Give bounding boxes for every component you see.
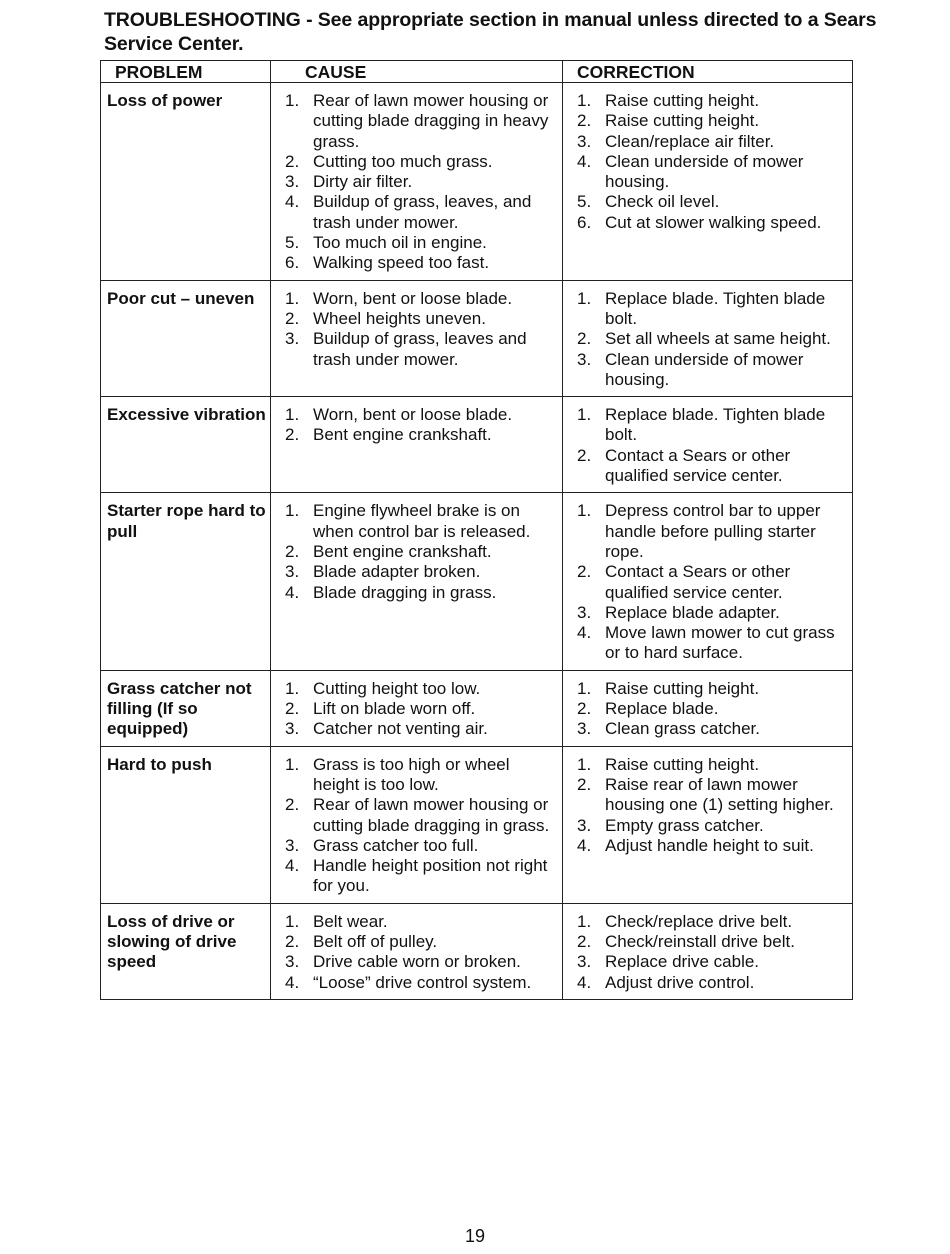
item-text: Check oil level. bbox=[605, 192, 720, 212]
page-number: 19 bbox=[464, 1226, 486, 1246]
correction-item bbox=[569, 289, 848, 330]
cause-item bbox=[277, 562, 558, 582]
item-number: 3. bbox=[577, 349, 592, 369]
cause-cell bbox=[271, 83, 563, 281]
cause-cell bbox=[271, 397, 563, 493]
correction-cell bbox=[563, 83, 853, 281]
item-text: Blade dragging in grass. bbox=[313, 582, 497, 602]
item-number: 1. bbox=[577, 288, 592, 308]
item-text: Set all wheels at same height. bbox=[605, 329, 831, 349]
cause-item bbox=[277, 973, 558, 993]
item-number: 1. bbox=[577, 405, 592, 425]
item-number: 6. bbox=[285, 253, 300, 273]
item-number: 1. bbox=[577, 754, 592, 774]
table-row bbox=[101, 746, 853, 903]
item-text: Handle height position not right for you. bbox=[313, 856, 548, 896]
correction-item bbox=[569, 152, 848, 193]
item-number: 3. bbox=[577, 719, 592, 739]
correction-item bbox=[569, 623, 848, 664]
item-text: Adjust drive control. bbox=[605, 972, 755, 992]
item-number: 4. bbox=[285, 192, 300, 212]
cause-item bbox=[277, 233, 558, 253]
item-text: Too much oil in engine. bbox=[313, 233, 487, 253]
cause-item bbox=[277, 309, 558, 329]
item-number: 2. bbox=[285, 425, 300, 445]
cause-item bbox=[277, 172, 558, 192]
header-cause: CAUSE bbox=[271, 61, 563, 83]
correction-item bbox=[569, 973, 848, 993]
item-text: Belt wear. bbox=[313, 911, 388, 931]
correction-cell bbox=[563, 670, 853, 746]
cause-item bbox=[277, 795, 558, 836]
item-number: 1. bbox=[285, 678, 300, 698]
item-number: 3. bbox=[285, 719, 300, 739]
correction-item bbox=[569, 350, 848, 391]
item-number: 2. bbox=[285, 541, 300, 561]
cause-item bbox=[277, 699, 558, 719]
correction-item bbox=[569, 952, 848, 972]
item-number: 2. bbox=[285, 308, 300, 328]
cause-item bbox=[277, 405, 558, 425]
item-number: 1. bbox=[285, 501, 300, 521]
cause-item bbox=[277, 952, 558, 972]
item-number: 1. bbox=[285, 91, 300, 110]
item-number: 6. bbox=[577, 212, 592, 232]
page-title: TROUBLESHOOTING - See appropriate section in manual unless directed to a Sears Service Center. bbox=[104, 9, 877, 55]
correction-item bbox=[569, 775, 848, 816]
item-number: 4. bbox=[285, 856, 300, 876]
table-row bbox=[101, 493, 853, 670]
item-number: 5. bbox=[577, 192, 592, 212]
item-text: Replace drive cable. bbox=[605, 952, 760, 972]
item-text: Engine flywheel brake is on when control bar is released. bbox=[313, 501, 531, 541]
table-row bbox=[101, 280, 853, 396]
cause-item bbox=[277, 192, 558, 233]
problem-cell: Excessive vibration bbox=[101, 397, 271, 493]
correction-item bbox=[569, 405, 848, 446]
item-text: Walking speed too fast. bbox=[313, 253, 490, 273]
item-text: Cutting height too low. bbox=[313, 678, 481, 698]
cause-item bbox=[277, 856, 558, 897]
item-text: Adjust handle height to suit. bbox=[605, 835, 814, 855]
item-text: Move lawn mower to cut grass or to hard surface. bbox=[605, 623, 835, 663]
cause-item bbox=[277, 152, 558, 172]
correction-item bbox=[569, 719, 848, 739]
correction-item bbox=[569, 111, 848, 131]
item-text: “Loose” drive control system. bbox=[313, 972, 532, 992]
item-text: Belt off of pulley. bbox=[313, 931, 438, 951]
item-text: Worn, bent or loose blade. bbox=[313, 288, 513, 308]
correction-item bbox=[569, 699, 848, 719]
cause-item bbox=[277, 679, 558, 699]
item-text: Raise cutting height. bbox=[605, 678, 760, 698]
item-number: 4. bbox=[285, 582, 300, 602]
item-text: Bent engine crankshaft. bbox=[313, 541, 492, 561]
header-correction: CORRECTION bbox=[563, 61, 853, 83]
item-text: Replace blade. bbox=[605, 699, 719, 719]
item-text: Contact a Sears or other qualified service center. bbox=[605, 562, 791, 602]
item-number: 2. bbox=[285, 151, 300, 171]
item-number: 1. bbox=[285, 405, 300, 425]
item-number: 2. bbox=[285, 699, 300, 719]
correction-item bbox=[569, 816, 848, 836]
item-text: Clean underside of mower housing. bbox=[605, 151, 804, 192]
correction-item bbox=[569, 932, 848, 952]
cause-item bbox=[277, 329, 558, 370]
cause-cell bbox=[271, 280, 563, 396]
item-text: Rear of lawn mower housing or cutting blade dragging in grass. bbox=[313, 795, 550, 835]
item-number: 2. bbox=[577, 111, 592, 131]
correction-item bbox=[569, 446, 848, 487]
item-text: Clean/replace air filter. bbox=[605, 131, 775, 151]
troubleshooting-table bbox=[100, 60, 853, 1000]
item-number: 2. bbox=[577, 774, 592, 794]
problem-cell: Loss of drive or slowing of drive speed bbox=[101, 903, 271, 999]
item-text: Worn, bent or loose blade. bbox=[313, 405, 513, 425]
correction-item bbox=[569, 132, 848, 152]
cause-cell bbox=[271, 670, 563, 746]
cause-cell bbox=[271, 903, 563, 999]
item-text: Empty grass catcher. bbox=[605, 815, 764, 835]
correction-item bbox=[569, 91, 848, 111]
item-text: Catcher not venting air. bbox=[313, 719, 488, 739]
correction-cell bbox=[563, 397, 853, 493]
item-number: 2. bbox=[577, 445, 592, 465]
correction-cell bbox=[563, 280, 853, 396]
correction-item bbox=[569, 562, 848, 603]
cause-item bbox=[277, 836, 558, 856]
cause-cell bbox=[271, 493, 563, 670]
correction-cell bbox=[563, 746, 853, 903]
item-text: Grass catcher too full. bbox=[313, 835, 479, 855]
item-text: Cutting too much grass. bbox=[313, 151, 493, 171]
correction-item bbox=[569, 836, 848, 856]
item-number: 3. bbox=[285, 172, 300, 192]
cause-item bbox=[277, 253, 558, 273]
item-number: 2. bbox=[577, 699, 592, 719]
table-row bbox=[101, 397, 853, 493]
table-row bbox=[101, 903, 853, 999]
item-text: Clean underside of mower housing. bbox=[605, 349, 804, 389]
item-number: 3. bbox=[577, 815, 592, 835]
correction-item bbox=[569, 329, 848, 349]
item-text: Raise rear of lawn mower housing one (1) setting higher. bbox=[605, 774, 834, 815]
cause-item bbox=[277, 932, 558, 952]
item-number: 1. bbox=[577, 91, 592, 110]
problem-cell: Grass catcher not filling (If so equipped) bbox=[101, 670, 271, 746]
item-text: Wheel heights uneven. bbox=[313, 308, 486, 328]
correction-item bbox=[569, 192, 848, 212]
item-number: 1. bbox=[577, 678, 592, 698]
item-number: 4. bbox=[577, 623, 592, 643]
item-number: 5. bbox=[285, 233, 300, 253]
item-text: Replace blade. Tighten blade bolt. bbox=[605, 288, 826, 328]
item-number: 2. bbox=[285, 795, 300, 815]
cause-item bbox=[277, 719, 558, 739]
problem-cell: Loss of power bbox=[101, 83, 271, 281]
correction-item bbox=[569, 679, 848, 699]
correction-cell bbox=[563, 903, 853, 999]
problem-cell: Hard to push bbox=[101, 746, 271, 903]
item-number: 1. bbox=[577, 501, 592, 521]
item-number: 1. bbox=[285, 288, 300, 308]
item-number: 3. bbox=[285, 835, 300, 855]
item-text: Replace blade adapter. bbox=[605, 602, 780, 622]
header-problem: PROBLEM bbox=[101, 61, 271, 83]
item-text: Raise cutting height. bbox=[605, 754, 760, 774]
item-text: Contact a Sears or other qualified service center. bbox=[605, 445, 791, 486]
item-number: 4. bbox=[577, 835, 592, 855]
item-text: Raise cutting height. bbox=[605, 91, 760, 110]
item-text: Check/reinstall drive belt. bbox=[605, 931, 795, 951]
item-text: Clean grass catcher. bbox=[605, 719, 760, 739]
table-row bbox=[101, 670, 853, 746]
item-text: Buildup of grass, leaves and trash under mower. bbox=[313, 329, 527, 369]
cause-item bbox=[277, 501, 558, 542]
item-number: 1. bbox=[285, 754, 300, 774]
correction-item bbox=[569, 912, 848, 932]
cause-item bbox=[277, 755, 558, 796]
item-number: 1. bbox=[285, 911, 300, 931]
correction-item bbox=[569, 213, 848, 233]
item-text: Rear of lawn mower housing or cutting blade dragging in heavy grass. bbox=[313, 91, 549, 151]
cause-item bbox=[277, 91, 558, 152]
correction-item bbox=[569, 755, 848, 775]
item-text: Check/replace drive belt. bbox=[605, 911, 793, 931]
table-header-row bbox=[101, 61, 853, 83]
correction-item bbox=[569, 501, 848, 562]
item-text: Lift on blade worn off. bbox=[313, 699, 476, 719]
cause-item bbox=[277, 583, 558, 603]
cause-item bbox=[277, 912, 558, 932]
item-number: 1. bbox=[577, 911, 592, 931]
item-number: 3. bbox=[577, 131, 592, 151]
cause-cell bbox=[271, 746, 563, 903]
cause-item bbox=[277, 425, 558, 445]
item-number: 3. bbox=[285, 562, 300, 582]
item-number: 2. bbox=[285, 931, 300, 951]
problem-cell: Poor cut – uneven bbox=[101, 280, 271, 396]
problem-cell: Starter rope hard to pull bbox=[101, 493, 271, 670]
item-text: Grass is too high or wheel height is too low. bbox=[313, 754, 510, 794]
item-text: Blade adapter broken. bbox=[313, 562, 481, 582]
item-number: 2. bbox=[577, 562, 592, 582]
table-row bbox=[101, 83, 853, 281]
item-text: Dirty air filter. bbox=[313, 172, 413, 192]
item-number: 3. bbox=[577, 952, 592, 972]
cause-item bbox=[277, 289, 558, 309]
item-number: 2. bbox=[577, 329, 592, 349]
item-number: 2. bbox=[577, 931, 592, 951]
item-number: 4. bbox=[285, 972, 300, 992]
item-number: 3. bbox=[285, 952, 300, 972]
item-text: Replace blade. Tighten blade bolt. bbox=[605, 405, 826, 445]
item-number: 3. bbox=[285, 329, 300, 349]
item-text: Drive cable worn or broken. bbox=[313, 952, 521, 972]
correction-cell bbox=[563, 493, 853, 670]
item-number: 3. bbox=[577, 602, 592, 622]
item-text: Buildup of grass, leaves, and trash under mower. bbox=[313, 192, 532, 232]
item-number: 4. bbox=[577, 972, 592, 992]
cause-item bbox=[277, 542, 558, 562]
item-text: Bent engine crankshaft. bbox=[313, 425, 492, 445]
item-text: Raise cutting height. bbox=[605, 111, 760, 131]
correction-item bbox=[569, 603, 848, 623]
item-number: 4. bbox=[577, 151, 592, 171]
item-text: Cut at slower walking speed. bbox=[605, 212, 822, 232]
item-text: Depress control bar to upper handle before pulling starter rope. bbox=[605, 501, 821, 561]
